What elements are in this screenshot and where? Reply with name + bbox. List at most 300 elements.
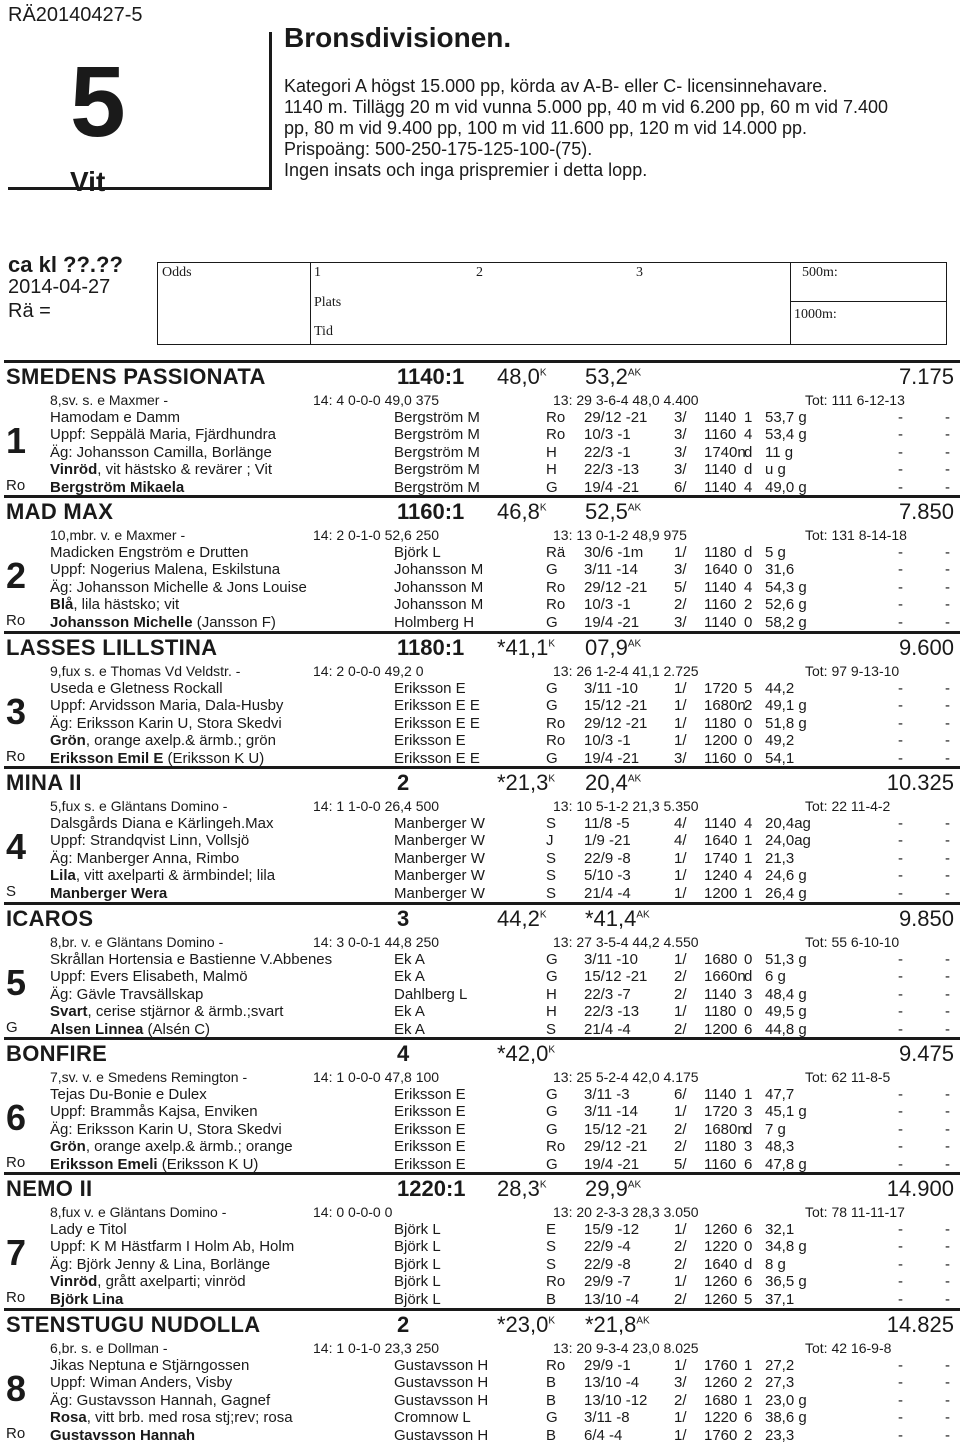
row-time: 44,8 g bbox=[765, 1020, 807, 1038]
horse-record-2014: 14: 3 0-0-1 44,8 250 bbox=[313, 934, 440, 950]
row-time: 51,8 g bbox=[765, 714, 807, 732]
horse-record-2014: 14: 2 0-1-0 52,6 250 bbox=[313, 527, 440, 543]
row-prize: - bbox=[945, 1120, 950, 1138]
place-3-label: 3 bbox=[636, 265, 643, 280]
row-track: G bbox=[546, 1086, 558, 1103]
row-track: Rä bbox=[546, 544, 566, 561]
row-time: 23,3 bbox=[765, 1426, 795, 1444]
horse-total: Tot: 42 16-9-8 bbox=[805, 1340, 892, 1356]
row-driver: Eriksson E bbox=[394, 1103, 466, 1121]
row-label bbox=[50, 832, 249, 849]
row-driver: Björk L bbox=[394, 1290, 441, 1308]
horse-record-k: $*23,0^K$ bbox=[497, 1312, 556, 1337]
row-track: S bbox=[546, 1238, 557, 1256]
horse-record-2014: 14: 1 1-0-0 26,4 500 bbox=[313, 798, 440, 814]
row-time: 11 g bbox=[765, 443, 794, 461]
row-placing: 4 bbox=[744, 867, 753, 885]
row-label-bold: Grön bbox=[50, 732, 86, 750]
time-1000m-label: 1000m: bbox=[794, 307, 837, 322]
row-date: 29/12 -21 bbox=[584, 714, 648, 732]
horse-name: BONFIRE bbox=[6, 1041, 108, 1066]
row-driver: Johansson M bbox=[394, 561, 484, 579]
row-time: 49,5 g bbox=[765, 1003, 807, 1021]
row-date: 13/10 -4 bbox=[584, 1374, 640, 1392]
row-time: 27,2 bbox=[765, 1357, 795, 1374]
horse-record-ak: $52,5^{AK}$ bbox=[585, 499, 642, 524]
row-label-bold: Vinröd bbox=[50, 461, 98, 479]
row-label bbox=[50, 544, 248, 561]
row-date: 29/12 -21 bbox=[584, 409, 648, 426]
horse-total: Tot: 78 11-11-17 bbox=[805, 1204, 905, 1220]
row-time: 37,1 bbox=[765, 1290, 795, 1308]
horse-name: SMEDENS PASSIONATA bbox=[6, 364, 266, 389]
row-prize: - bbox=[945, 613, 950, 631]
horse-record-ak: $29,9^{AK}$ bbox=[585, 1176, 642, 1201]
row-label bbox=[50, 885, 167, 902]
row-label-text: , vitt axelparti & ärmbindel; lila bbox=[75, 867, 276, 885]
row-date: 15/12 -21 bbox=[584, 968, 648, 986]
row-date: 3/11 -3 bbox=[584, 1086, 630, 1103]
start-row bbox=[0, 1003, 960, 1021]
row-time: 24,0ag bbox=[765, 832, 811, 850]
row-odds: - bbox=[898, 1003, 903, 1021]
row-prize: - bbox=[945, 732, 950, 750]
row-odds: - bbox=[898, 1103, 903, 1121]
row-placing: 6 bbox=[744, 1020, 753, 1038]
row-track: E bbox=[546, 1221, 557, 1238]
row-date: 3/11 -8 bbox=[584, 1409, 630, 1427]
row-date: 13/10 -4 bbox=[584, 1290, 640, 1308]
row-distance: 1240 bbox=[704, 867, 738, 885]
horse-divider bbox=[4, 360, 960, 363]
horse-distance: 2 bbox=[397, 1312, 410, 1337]
row-label bbox=[50, 951, 332, 968]
row-label bbox=[50, 1409, 293, 1426]
row-prize: - bbox=[945, 1273, 950, 1291]
horse-distance: 1220:1 bbox=[397, 1176, 466, 1201]
row-label-text: Uppf: Evers Elisabeth, Malmö bbox=[50, 968, 248, 986]
row-date: 22/9 -4 bbox=[584, 1238, 631, 1256]
row-position: 1/ bbox=[674, 1273, 687, 1291]
row-distance: 1140 bbox=[704, 461, 737, 479]
row-driver: Holmberg H bbox=[394, 613, 475, 631]
row-date: 22/9 -8 bbox=[584, 1255, 631, 1273]
row-date: 1/9 -21 bbox=[584, 832, 631, 850]
horse-name: MINA II bbox=[6, 770, 82, 795]
record-ak-value: 20,4 bbox=[585, 770, 628, 795]
row-position: 2/ bbox=[674, 1138, 687, 1156]
row-driver: Eriksson E bbox=[394, 732, 466, 750]
row-prize: - bbox=[945, 849, 950, 867]
record-k-value: 28,3 bbox=[497, 1176, 540, 1201]
plats-label: Plats bbox=[314, 295, 342, 310]
row-odds: - bbox=[898, 1273, 903, 1291]
row-label bbox=[50, 596, 179, 613]
row-driver: Manberger W bbox=[394, 832, 485, 850]
row-track: Ro bbox=[546, 1273, 566, 1291]
row-driver: Gustavsson H bbox=[394, 1357, 489, 1374]
row-placing: 2 bbox=[744, 697, 753, 715]
row-position: 2/ bbox=[674, 1020, 687, 1038]
row-placing: 6 bbox=[744, 1273, 753, 1291]
horse-prize: 10.325 bbox=[886, 770, 954, 795]
row-odds: - bbox=[898, 1374, 903, 1392]
start-row bbox=[0, 715, 960, 733]
row-date: 22/3 -7 bbox=[584, 985, 631, 1003]
horse-prize: 14.900 bbox=[886, 1176, 954, 1201]
row-distance: 1160 bbox=[704, 426, 737, 444]
row-placing: 6 bbox=[744, 1155, 753, 1173]
row-position: 5/ bbox=[674, 1155, 687, 1173]
row-distance: 1740n bbox=[704, 443, 746, 461]
row-date: 21/4 -4 bbox=[584, 884, 631, 902]
record-ak-value: *21,8 bbox=[585, 1312, 637, 1337]
row-placing: 1 bbox=[744, 1357, 753, 1374]
row-placing: d bbox=[744, 1255, 753, 1273]
row-distance: 1720 bbox=[704, 1103, 738, 1121]
row-label-text: , vitt brb. med rosa stj;rev; rosa bbox=[86, 1409, 293, 1427]
horse-divider bbox=[4, 902, 960, 905]
race-number-box bbox=[8, 32, 272, 197]
row-prize: - bbox=[945, 409, 950, 426]
row-placing: 0 bbox=[744, 1003, 753, 1021]
row-position: 1/ bbox=[674, 1003, 687, 1021]
row-label-text: Skrållan Hortensia e Bastienne V.Abbenes bbox=[50, 951, 333, 968]
start-row bbox=[0, 1121, 960, 1139]
row-label bbox=[50, 850, 239, 867]
row-distance: 1180 bbox=[704, 714, 737, 732]
row-label bbox=[50, 815, 273, 832]
horse-record-k: $44,2^K$ bbox=[497, 906, 547, 931]
record-k-value: 46,8 bbox=[497, 499, 540, 524]
start-row bbox=[0, 426, 960, 444]
row-position: 2/ bbox=[674, 985, 687, 1003]
row-odds: - bbox=[898, 867, 903, 885]
row-position: 1/ bbox=[674, 680, 687, 697]
place-1-label: 1 bbox=[314, 265, 321, 280]
horse-info: 10,mbr. v. e Maxmer - bbox=[50, 527, 186, 543]
horse-total: Tot: 22 11-4-2 bbox=[805, 798, 891, 814]
row-distance: 1140 bbox=[704, 815, 737, 832]
horse-record-2014: 14: 1 0-1-0 23,3 250 bbox=[313, 1340, 440, 1356]
row-date: 3/11 -10 bbox=[584, 680, 638, 697]
row-date: 21/4 -4 bbox=[584, 1020, 631, 1038]
row-prize: - bbox=[945, 461, 950, 479]
row-placing: 5 bbox=[744, 1290, 753, 1308]
row-time: 31,6 bbox=[765, 561, 795, 579]
start-row bbox=[0, 479, 960, 497]
row-label-text: , grått axelparti; vinröd bbox=[97, 1273, 246, 1291]
row-date: 19/4 -21 bbox=[584, 1155, 640, 1173]
row-label-text: Äg: Gustavsson Hannah, Gagnef bbox=[50, 1391, 271, 1409]
row-time: 53,4 g bbox=[765, 426, 807, 444]
horse-info: 9,fux s. e Thomas Vd Veldstr. - bbox=[50, 663, 241, 679]
row-odds: - bbox=[898, 561, 903, 579]
row-driver: Eriksson E bbox=[394, 1086, 466, 1103]
row-position: 2/ bbox=[674, 1238, 687, 1256]
start-row bbox=[0, 750, 960, 768]
row-label-text: Uppf: K M Hästfarm I Holm Ab, Holm bbox=[50, 1238, 295, 1256]
row-time: 27,3 bbox=[765, 1374, 795, 1392]
row-label bbox=[50, 1238, 294, 1255]
row-date: 10/3 -1 bbox=[584, 732, 631, 750]
row-time: 45,1 g bbox=[765, 1103, 807, 1121]
horse-distance: 1140:1 bbox=[397, 364, 465, 389]
row-label bbox=[50, 968, 248, 985]
row-placing: 2 bbox=[744, 596, 753, 614]
row-odds: - bbox=[898, 1426, 903, 1444]
row-track: B bbox=[546, 1426, 557, 1444]
row-distance: 1760 bbox=[704, 1426, 738, 1444]
row-track: G bbox=[546, 951, 558, 968]
row-label bbox=[50, 1357, 249, 1374]
row-driver: Eriksson E bbox=[394, 1155, 466, 1173]
horse-info: 8,br. v. e Gläntans Domino - bbox=[50, 934, 224, 950]
condition-line: 1140 m. Tillägg 20 m vid vunna 5.000 pp, 40 m vid 6.200 pp, 60 m vid 7.400 bbox=[284, 97, 889, 117]
row-date: 15/12 -21 bbox=[584, 697, 648, 715]
row-prize: - bbox=[945, 749, 950, 767]
row-label-bold: Manberger Wera bbox=[50, 884, 168, 902]
row-label bbox=[50, 1221, 127, 1238]
row-label-text: Lady e Titol bbox=[50, 1221, 127, 1238]
start-row bbox=[0, 1156, 960, 1174]
row-placing: 0 bbox=[744, 714, 753, 732]
row-distance: 1680n bbox=[704, 697, 746, 715]
horse-info: 6,br. s. e Dollman - bbox=[50, 1340, 168, 1356]
start-row bbox=[0, 1221, 960, 1239]
horse-record-2013: 13: 13 0-1-2 48,9 975 bbox=[553, 527, 687, 543]
row-label-text: Äg: Johansson Camilla, Borlänge bbox=[50, 443, 272, 461]
row-odds: - bbox=[898, 409, 903, 426]
row-distance: 1160 bbox=[704, 749, 737, 767]
row-label-text: Uppf: Strandqvist Linn, Vollsjö bbox=[50, 832, 250, 850]
row-track: G bbox=[546, 1120, 558, 1138]
row-distance: 1140 bbox=[704, 578, 737, 596]
row-time: 53,7 g bbox=[765, 409, 807, 426]
horse-total: Tot: 55 6-10-10 bbox=[805, 934, 900, 950]
row-date: 30/6 -1m bbox=[584, 544, 644, 561]
start-number: 2 bbox=[6, 555, 27, 596]
row-label-text: Äg: Gävle Travsällskap bbox=[50, 985, 204, 1003]
record-ak-value: 53,2 bbox=[585, 364, 628, 389]
row-position: 6/ bbox=[674, 1086, 687, 1103]
start-row bbox=[0, 1103, 960, 1121]
row-placing: 5 bbox=[744, 680, 753, 697]
row-odds: - bbox=[898, 951, 903, 968]
race-id: RÄ20140427-5 bbox=[8, 4, 143, 26]
row-track: B bbox=[546, 1391, 557, 1409]
row-label-bold: Alsen Linnea bbox=[50, 1020, 144, 1038]
row-date: 22/3 -13 bbox=[584, 461, 640, 479]
horse-record-2013: 13: 25 5-2-4 42,0 4.175 bbox=[553, 1069, 699, 1085]
row-track: Ro bbox=[546, 1138, 566, 1156]
row-label bbox=[50, 986, 203, 1003]
row-distance: 1220 bbox=[704, 1238, 738, 1256]
odds-box-divider bbox=[790, 301, 946, 302]
row-track: Ro bbox=[546, 714, 566, 732]
row-placing: 2 bbox=[744, 1426, 753, 1444]
row-label-text: Uppf: Nogerius Malena, Eskilstuna bbox=[50, 561, 281, 579]
row-track: S bbox=[546, 849, 557, 867]
row-label bbox=[50, 461, 272, 478]
start-number: 4 bbox=[6, 826, 27, 867]
row-placing: 1 bbox=[744, 884, 753, 902]
row-date: 15/9 -12 bbox=[584, 1221, 640, 1238]
row-position: 1/ bbox=[674, 867, 687, 885]
row-label bbox=[50, 1427, 195, 1444]
row-prize: - bbox=[945, 1138, 950, 1156]
row-label bbox=[50, 579, 307, 596]
row-odds: - bbox=[898, 544, 903, 561]
row-placing: 1 bbox=[744, 1391, 753, 1409]
row-label bbox=[50, 1121, 282, 1138]
row-odds: - bbox=[898, 1155, 903, 1173]
row-date: 3/11 -14 bbox=[584, 561, 638, 579]
row-placing: 2 bbox=[744, 1374, 753, 1392]
row-driver: Björk L bbox=[394, 544, 441, 561]
row-prize: - bbox=[945, 1103, 950, 1121]
row-driver: Manberger W bbox=[394, 867, 485, 885]
horse-prize: 9.850 bbox=[898, 906, 954, 931]
start-row bbox=[0, 1238, 960, 1256]
row-driver: Ek A bbox=[394, 968, 425, 986]
start-number: 8 bbox=[6, 1368, 27, 1409]
shoe-code: G bbox=[6, 1019, 18, 1036]
row-track: Ro bbox=[546, 578, 566, 596]
row-position: 3/ bbox=[674, 443, 687, 461]
row-distance: 1200 bbox=[704, 1020, 738, 1038]
row-date: 22/9 -8 bbox=[584, 849, 631, 867]
record-k-value: *42,0 bbox=[497, 1041, 549, 1066]
row-driver: Eriksson E E bbox=[394, 749, 480, 767]
start-row bbox=[0, 867, 960, 885]
row-odds: - bbox=[898, 1120, 903, 1138]
row-driver: Gustavsson H bbox=[394, 1391, 489, 1409]
row-prize: - bbox=[945, 1003, 950, 1021]
start-row bbox=[0, 1374, 960, 1392]
row-placing: d bbox=[744, 544, 753, 561]
row-track: G bbox=[546, 1103, 558, 1121]
row-odds: - bbox=[898, 443, 903, 461]
horse-entry bbox=[0, 766, 960, 903]
row-prize: - bbox=[945, 1391, 950, 1409]
horse-entry bbox=[0, 495, 960, 632]
row-label-text: (Eriksson K U) bbox=[163, 749, 265, 767]
row-odds: - bbox=[898, 985, 903, 1003]
time-500m-label: 500m: bbox=[802, 265, 838, 280]
start-number: 3 bbox=[6, 691, 27, 732]
record-k-value: *21,3 bbox=[497, 770, 549, 795]
horse-distance: 4 bbox=[397, 1041, 410, 1066]
horse-total: Tot: 97 9-13-10 bbox=[805, 663, 900, 679]
row-track: S bbox=[546, 884, 557, 902]
horse-record-2013: 13: 20 9-3-4 23,0 8.025 bbox=[553, 1340, 699, 1356]
row-time: 8 g bbox=[765, 1255, 786, 1273]
row-label-bold: Bergström Mikaela bbox=[50, 478, 185, 496]
row-track: Ro bbox=[546, 596, 566, 614]
horse-record-2013: 13: 26 1-2-4 41,1 2.725 bbox=[553, 663, 699, 679]
row-odds: - bbox=[898, 1409, 903, 1427]
row-time: 47,8 g bbox=[765, 1155, 807, 1173]
horse-record-k: $46,8^K$ bbox=[497, 499, 547, 524]
row-label bbox=[50, 1392, 270, 1409]
row-odds: - bbox=[898, 884, 903, 902]
row-track: S bbox=[546, 867, 557, 885]
row-driver: Bergström M bbox=[394, 461, 480, 479]
horse-record-2014: 14: 1 0-0-0 47,8 100 bbox=[313, 1069, 440, 1085]
row-label-text: Uppf: Seppälä Maria, Fjärdhundra bbox=[50, 426, 276, 444]
row-distance: 1260 bbox=[704, 1221, 738, 1238]
horse-record-2013: 13: 27 3-5-4 44,2 4.550 bbox=[553, 934, 699, 950]
row-position: 3/ bbox=[674, 1374, 687, 1392]
row-position: 3/ bbox=[674, 561, 687, 579]
row-placing: 1 bbox=[744, 832, 753, 850]
row-track: H bbox=[546, 985, 557, 1003]
row-time: 49,2 bbox=[765, 732, 795, 750]
row-prize: - bbox=[945, 1221, 950, 1238]
row-label bbox=[50, 715, 282, 732]
row-odds: - bbox=[898, 1290, 903, 1308]
row-prize: - bbox=[945, 1255, 950, 1273]
start-row bbox=[0, 968, 960, 986]
record-k-value: 44,2 bbox=[497, 906, 540, 931]
row-track: G bbox=[546, 968, 558, 986]
row-track: G bbox=[546, 697, 558, 715]
start-row bbox=[0, 732, 960, 750]
shoe-code: Ro bbox=[6, 612, 26, 629]
row-distance: 1760 bbox=[704, 1357, 738, 1374]
row-label-text: Äg: Björk Jenny & Lina, Borlänge bbox=[50, 1255, 271, 1273]
row-label bbox=[50, 680, 223, 697]
row-time: 49,1 g bbox=[765, 697, 807, 715]
row-time: 36,5 g bbox=[765, 1273, 807, 1291]
row-label-bold: Blå bbox=[50, 596, 74, 614]
row-time: 21,3 bbox=[765, 849, 795, 867]
horse-info: 7,sv. v. e Smedens Remington - bbox=[50, 1069, 248, 1085]
row-label bbox=[50, 1138, 293, 1155]
row-prize: - bbox=[945, 951, 950, 968]
row-distance: 1640 bbox=[704, 1255, 738, 1273]
start-row bbox=[0, 1273, 960, 1291]
row-position: 1/ bbox=[674, 884, 687, 902]
horse-distance: 1160:1 bbox=[397, 499, 465, 524]
row-time: 23,0 g bbox=[765, 1391, 807, 1409]
row-position: 1/ bbox=[674, 1221, 687, 1238]
shoe-code: Ro bbox=[6, 477, 26, 494]
row-prize: - bbox=[945, 680, 950, 697]
start-row bbox=[0, 832, 960, 850]
row-time: 38,6 g bbox=[765, 1409, 807, 1427]
row-prize: - bbox=[945, 697, 950, 715]
row-label-bold: Vinröd bbox=[50, 1273, 98, 1291]
row-label-text: Uppf: Brammås Kajsa, Enviken bbox=[50, 1103, 258, 1121]
start-row bbox=[0, 815, 960, 833]
row-track: G bbox=[546, 680, 558, 697]
row-odds: - bbox=[898, 1238, 903, 1256]
row-position: 1/ bbox=[674, 697, 687, 715]
row-track: G bbox=[546, 561, 558, 579]
tid-label: Tid bbox=[314, 324, 333, 339]
row-label-text: (Eriksson K U) bbox=[157, 1155, 259, 1173]
row-label bbox=[50, 1003, 283, 1020]
row-label-text: , orange axelp.& ärmb.; orange bbox=[85, 1138, 293, 1156]
row-label-text: Uppf: Arvidsson Maria, Dala-Husby bbox=[50, 697, 284, 715]
row-placing: 1 bbox=[744, 1086, 753, 1103]
row-distance: 1140 bbox=[704, 478, 737, 496]
row-odds: - bbox=[898, 680, 903, 697]
row-driver: Gustavsson H bbox=[394, 1374, 489, 1392]
odds-box bbox=[157, 262, 947, 345]
